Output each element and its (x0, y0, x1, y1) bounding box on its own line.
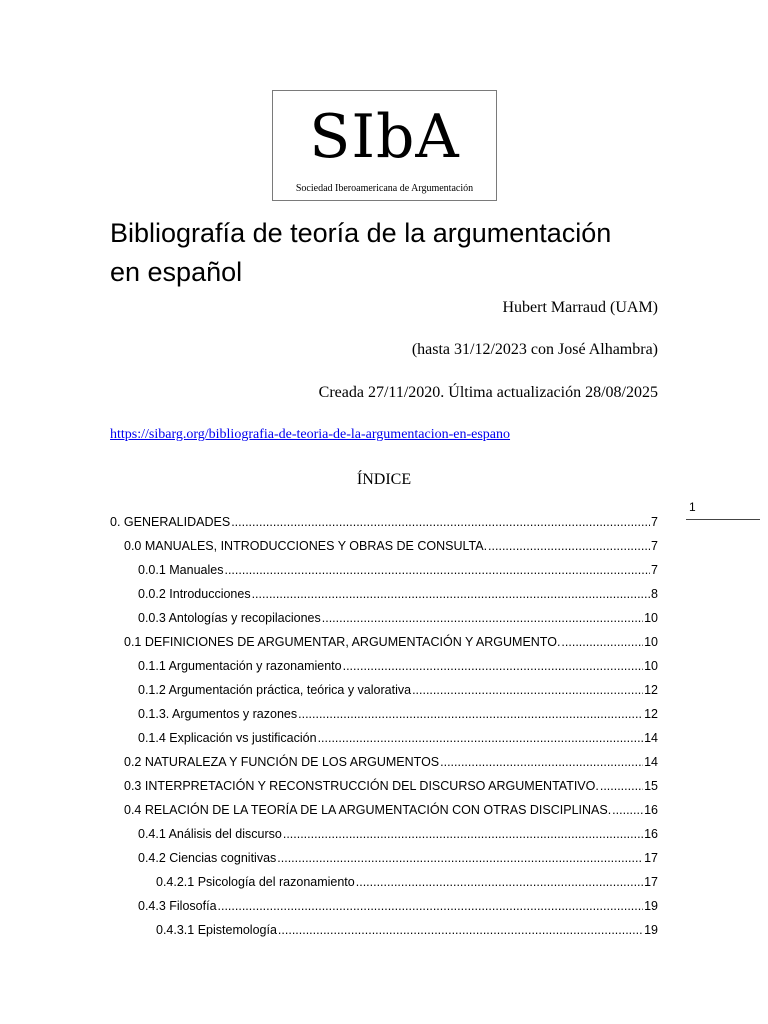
toc-leader (600, 774, 643, 798)
toc-leader (440, 750, 643, 774)
toc-entry-label: 0.4.3 Filosofía (138, 899, 217, 913)
siba-logo (272, 90, 497, 201)
toc-entry[interactable] (110, 630, 658, 654)
toc-entry-page: 14 (644, 731, 658, 745)
toc-entry[interactable] (110, 678, 658, 702)
toc-leader (318, 726, 644, 750)
table-of-contents (110, 510, 658, 942)
toc-entry-page: 7 (651, 515, 658, 529)
toc-entry[interactable] (110, 846, 658, 870)
toc-entry-page: 19 (644, 923, 658, 937)
toc-entry-page: 17 (644, 851, 658, 865)
toc-leader (322, 606, 643, 630)
toc-entry-label: 0.1.1 Argumentación y razonamiento (138, 659, 342, 673)
toc-entry[interactable] (110, 558, 658, 582)
toc-entry[interactable] (110, 822, 658, 846)
toc-entry-page: 16 (644, 803, 658, 817)
toc-entry-label: 0.4.3.1 Epistemología (156, 923, 277, 937)
author-line: Hubert Marraud (UAM) (502, 299, 658, 316)
title-line-2: en español (110, 257, 243, 287)
toc-entry[interactable] (110, 510, 658, 534)
toc-entry-page: 7 (651, 563, 658, 577)
logo-wordmark: SIbA (309, 102, 460, 172)
toc-entry-page: 17 (644, 875, 658, 889)
toc-entry-label: 0.1.4 Explicación vs justificación (138, 731, 317, 745)
toc-leader (488, 534, 650, 558)
toc-entry-page: 10 (644, 659, 658, 673)
toc-entry-page: 15 (644, 779, 658, 793)
toc-leader (561, 630, 643, 654)
toc-entry[interactable] (110, 918, 658, 942)
toc-entry-label: 0.0.2 Introducciones (138, 587, 251, 601)
page-number-rule (686, 519, 760, 520)
toc-entry[interactable] (110, 870, 658, 894)
toc-entry-page: 14 (644, 755, 658, 769)
toc-entry-label: 0.1.3. Argumentos y razones (138, 707, 298, 721)
toc-entry-label: 0.1 DEFINICIONES DE ARGUMENTAR, ARGUMENTACIÓN Y ARGUMENTO. (124, 635, 561, 649)
toc-entry-page: 8 (651, 587, 658, 601)
toc-entry-page: 16 (644, 827, 658, 841)
title-line-1: Bibliografía de teoría de la argumentación (110, 218, 612, 248)
page-number: 1 (689, 500, 696, 514)
toc-entry-page: 12 (644, 707, 658, 721)
toc-leader (283, 822, 643, 846)
toc-entry[interactable] (110, 894, 658, 918)
toc-entry-page: 19 (644, 899, 658, 913)
toc-entry-label: 0.1.2 Argumentación práctica, teórica y valorativa (138, 683, 412, 697)
toc-entry[interactable] (110, 606, 658, 630)
toc-leader (224, 558, 650, 582)
collaboration-line: (hasta 31/12/2023 con José Alhambra) (411, 341, 658, 358)
toc-entry[interactable] (110, 702, 658, 726)
toc-entry[interactable] (110, 654, 658, 678)
toc-leader (278, 918, 643, 942)
document-url-link[interactable]: https://sibarg.org/bibliografia-de-teoria-de-la-argumentacion-en-espano (110, 427, 511, 442)
toc-entry-page: 12 (644, 683, 658, 697)
toc-leader (277, 846, 643, 870)
document-title (110, 214, 670, 292)
toc-entry[interactable] (110, 534, 658, 558)
toc-entry-label: 0.0 MANUALES, INTRODUCCIONES Y OBRAS DE CONSULTA. (124, 539, 488, 553)
toc-leader (218, 894, 644, 918)
index-heading: ÍNDICE (356, 471, 412, 488)
toc-leader (412, 678, 643, 702)
toc-entry[interactable] (110, 774, 658, 798)
toc-entry-label: 0.0.1 Manuales (138, 563, 224, 577)
toc-entry-page: 10 (644, 635, 658, 649)
toc-entry-page: 7 (651, 539, 658, 553)
toc-leader (298, 702, 643, 726)
toc-leader (231, 510, 650, 534)
logo-subtitle: Sociedad Iberoamericana de Argumentación (295, 183, 474, 194)
toc-entry-label: 0.4.2.1 Psicología del razonamiento (156, 875, 355, 889)
toc-entry[interactable] (110, 750, 658, 774)
toc-entry-label: 0.3 INTERPRETACIÓN Y RECONSTRUCCIÓN DEL DISCURSO ARGUMENTATIVO. (124, 779, 599, 793)
toc-entry[interactable] (110, 798, 658, 822)
dates-line: Creada 27/11/2020. Última actualización 28/08/2025 (318, 384, 658, 401)
toc-entry[interactable] (110, 726, 658, 750)
toc-entry[interactable] (110, 582, 658, 606)
toc-leader (612, 798, 643, 822)
toc-entry-label: 0.4.2 Ciencias cognitivas (138, 851, 277, 865)
toc-entry-label: 0.2 NATURALEZA Y FUNCIÓN DE LOS ARGUMENTOS (124, 755, 440, 769)
toc-leader (343, 654, 643, 678)
toc-entry-page: 10 (644, 611, 658, 625)
toc-entry-label: 0.4.1 Análisis del discurso (138, 827, 282, 841)
toc-leader (356, 870, 643, 894)
toc-entry-label: 0.0.3 Antologías y recopilaciones (138, 611, 321, 625)
toc-entry-label: 0. GENERALIDADES (110, 515, 231, 529)
toc-leader (252, 582, 650, 606)
toc-entry-label: 0.4 RELACIÓN DE LA TEORÍA DE LA ARGUMENTACIÓN CON OTRAS DISCIPLINAS. (124, 803, 612, 817)
